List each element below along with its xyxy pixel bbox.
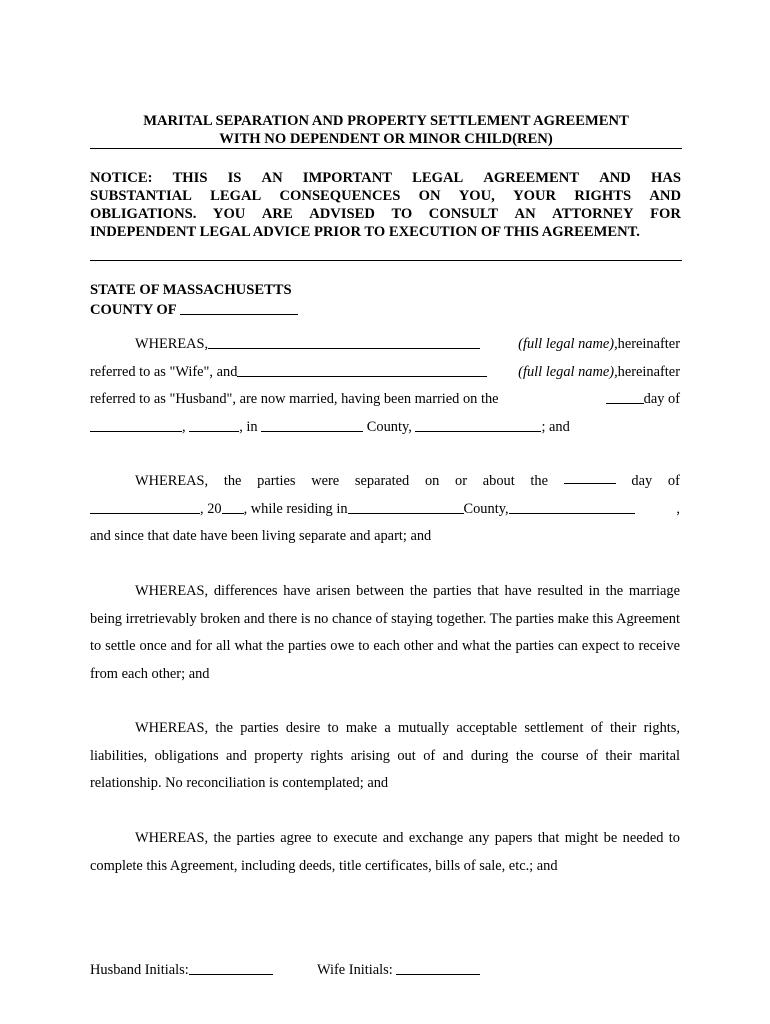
notice-line-1: NOTICE: THIS IS AN IMPORTANT LEGAL AGREEMENT AND HAS: [90, 170, 681, 186]
title-line-1: MARITAL SEPARATION AND PROPERTY SETTLEMENT AGREEMENT: [143, 113, 629, 129]
husband-initials-blank[interactable]: [189, 960, 273, 975]
separation-day-blank[interactable]: [564, 469, 616, 484]
notice-line-2: SUBSTANTIAL LEGAL CONSEQUENCES ON YOU, YOUR RIGHTS AND: [90, 188, 681, 204]
venue-block: [90, 281, 298, 319]
marriage-county-blank[interactable]: [261, 417, 363, 432]
notice-block: [90, 169, 681, 241]
whereas-paragraph-5: WHEREAS, the parties agree to execute and exchange any papers that might be needed to complete this Agreement, including deeds, title certificates, bills of sale, etc.; and: [90, 830, 680, 874]
notice-line-3: OBLIGATIONS. YOU ARE ADVISED TO CONSULT AN ATTORNEY FOR: [90, 206, 681, 222]
husband-initials: Husband Initials:: [90, 959, 273, 979]
marriage-day-blank[interactable]: [606, 389, 644, 404]
whereas-paragraph-1: WHEREAS, (full legal name),hereinafter referred to as "Wife", and (full legal name),hereinafter referred to as "Husband", are now married, having been married on the day of , , in County, ; and: [90, 336, 680, 435]
residence-county-blank[interactable]: [348, 499, 464, 514]
wife-name-blank[interactable]: [208, 334, 480, 349]
wife-initials-blank[interactable]: [396, 960, 480, 975]
separation-month-blank[interactable]: [90, 499, 200, 514]
title-rule: [90, 148, 682, 149]
notice-rule: [90, 260, 682, 261]
county-blank[interactable]: [180, 300, 298, 315]
marriage-state-blank[interactable]: [415, 417, 541, 432]
whereas-paragraph-4: WHEREAS, the parties desire to make a mutually acceptable settlement of their rights, liabilities, obligations and property rights arising out of and during the course of their marital relationship. No reconciliation is contemplated; and: [90, 720, 680, 791]
whereas-paragraph-3: WHEREAS, differences have arisen between the parties that have resulted in the marriage being irretrievably broken and there is no chance of staying together. The parties make this Agreement to settle once and for all what the parties owe to each other and what the parties can expect to receive from each other; and: [90, 583, 680, 682]
residence-state-blank[interactable]: [509, 499, 635, 514]
separation-year-blank[interactable]: [222, 499, 244, 514]
marriage-year-blank[interactable]: [189, 417, 239, 432]
state-heading: STATE OF MASSACHUSETTS: [90, 282, 292, 298]
notice-line-4: INDEPENDENT LEGAL ADVICE PRIOR TO EXECUTION OF THIS AGREEMENT.: [90, 224, 640, 240]
document-title: [90, 112, 682, 148]
husband-name-blank[interactable]: [237, 362, 487, 377]
whereas-paragraph-2: WHEREAS, the parties were separated on or about the day of , 20 , while residing in County, , and since that date have been living separate and apart; and: [90, 468, 680, 551]
wife-initials: Wife Initials:: [317, 959, 480, 979]
marriage-month-blank[interactable]: [90, 417, 182, 432]
title-line-2: WITH NO DEPENDENT OR MINOR CHILD(REN): [219, 131, 553, 147]
county-heading: COUNTY OF: [90, 299, 298, 319]
